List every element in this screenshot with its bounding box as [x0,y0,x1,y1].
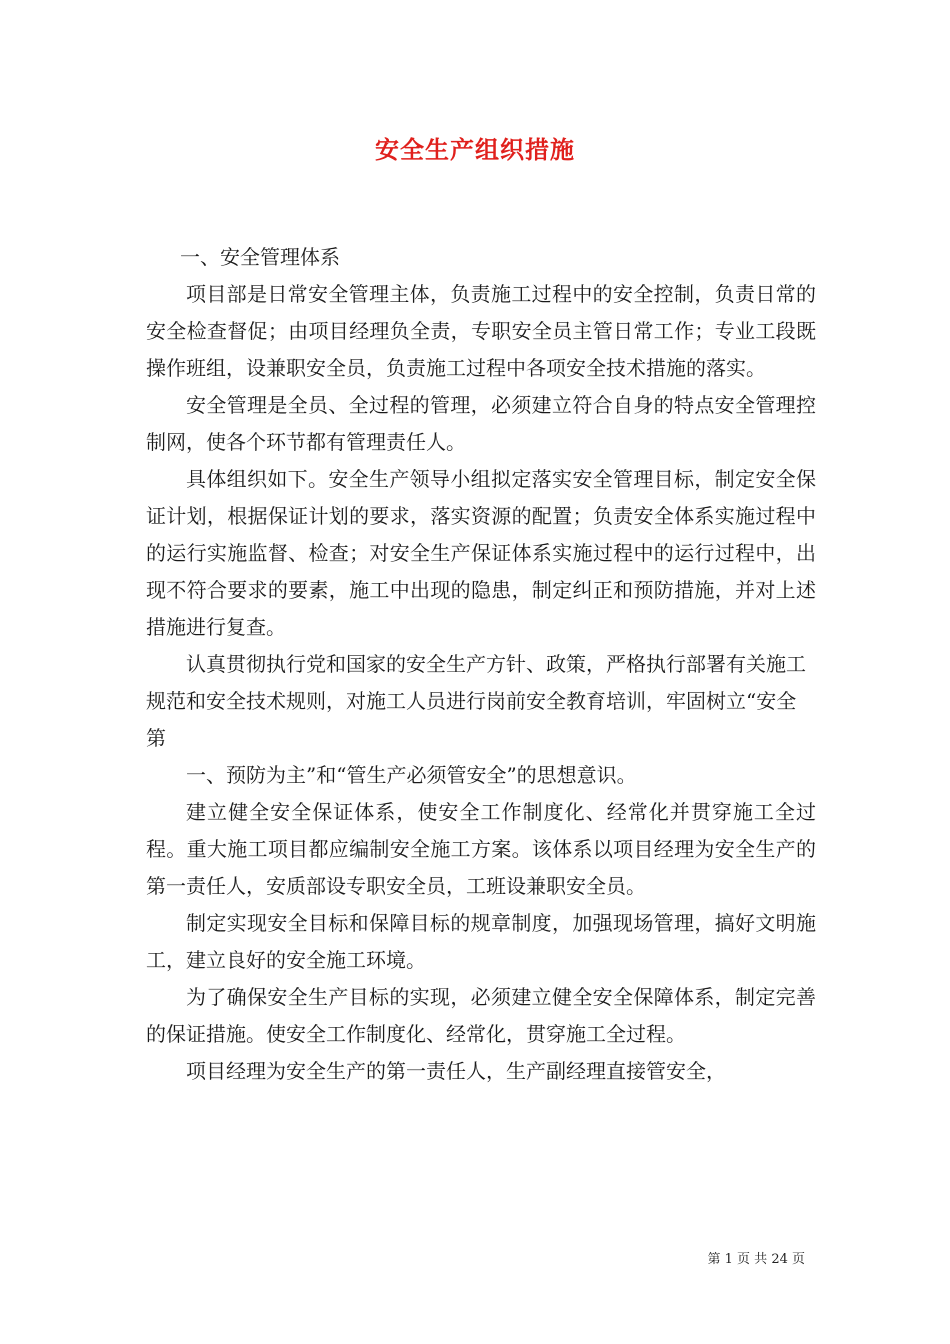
paragraph: 制定实现安全目标和保障目标的规章制度，加强现场管理，搞好文明施工，建立良好的安全施工环境。 [146,911,816,972]
paragraph: 建立健全安全保证体系，使安全工作制度化、经常化并贯穿施工全过程。重大施工项目都应编制安全施工方案。该体系以项目经理为安全生产的第一责任人，安质部设专职安全员，工班设兼职安全员。 [146,800,816,898]
paragraph: 认真贯彻执行党和国家的安全生产方针、政策，严格执行部署有关施工规范和安全技术规则，对施工人员进行岗前安全教育培训，牢固树立“安全第 [146,652,806,750]
document-body [146,239,816,1090]
document-title: 安全生产组织措施 [375,135,575,164]
paragraph: 具体组织如下。安全生产领导小组拟定落实安全管理目标，制定安全保证计划，根据保证计划的要求，落实资源的配置；负责安全体系实施过程中的运行实施监督、检查；对安全生产保证体系实施过程中的运行过程中，出现不符合要求的要素，施工中出现的隐患，制定纠正和预防措施，并对上述措施进行复查。 [146,467,816,639]
paragraph: 项目部是日常安全管理主体，负责施工过程中的安全控制，负责日常的安全检查督促；由项目经理负全责，专职安全员主管日常工作；专业工段既操作班组，设兼职安全员，负责施工过程中各项安全技术措施的落实。 [146,282,816,380]
paragraph: 安全管理是全员、全过程的管理，必须建立符合自身的特点安全管理控制网，使各个环节都有管理责任人。 [146,393,816,454]
paragraph: 项目经理为安全生产的第一责任人，生产副经理直接管安全， [186,1059,726,1083]
paragraph: 一、预防为主”和“管生产必须管安全”的思想意识。 [186,763,637,787]
page-number: 第 1 页 共 24 页 [707,1252,805,1267]
paragraph: 为了确保安全生产目标的实现，必须建立健全安全保障体系，制定完善的保证措施。使安全工作制度化、经常化，贯穿施工全过程。 [146,985,816,1046]
section-heading: 一、安全管理体系 [180,245,340,269]
